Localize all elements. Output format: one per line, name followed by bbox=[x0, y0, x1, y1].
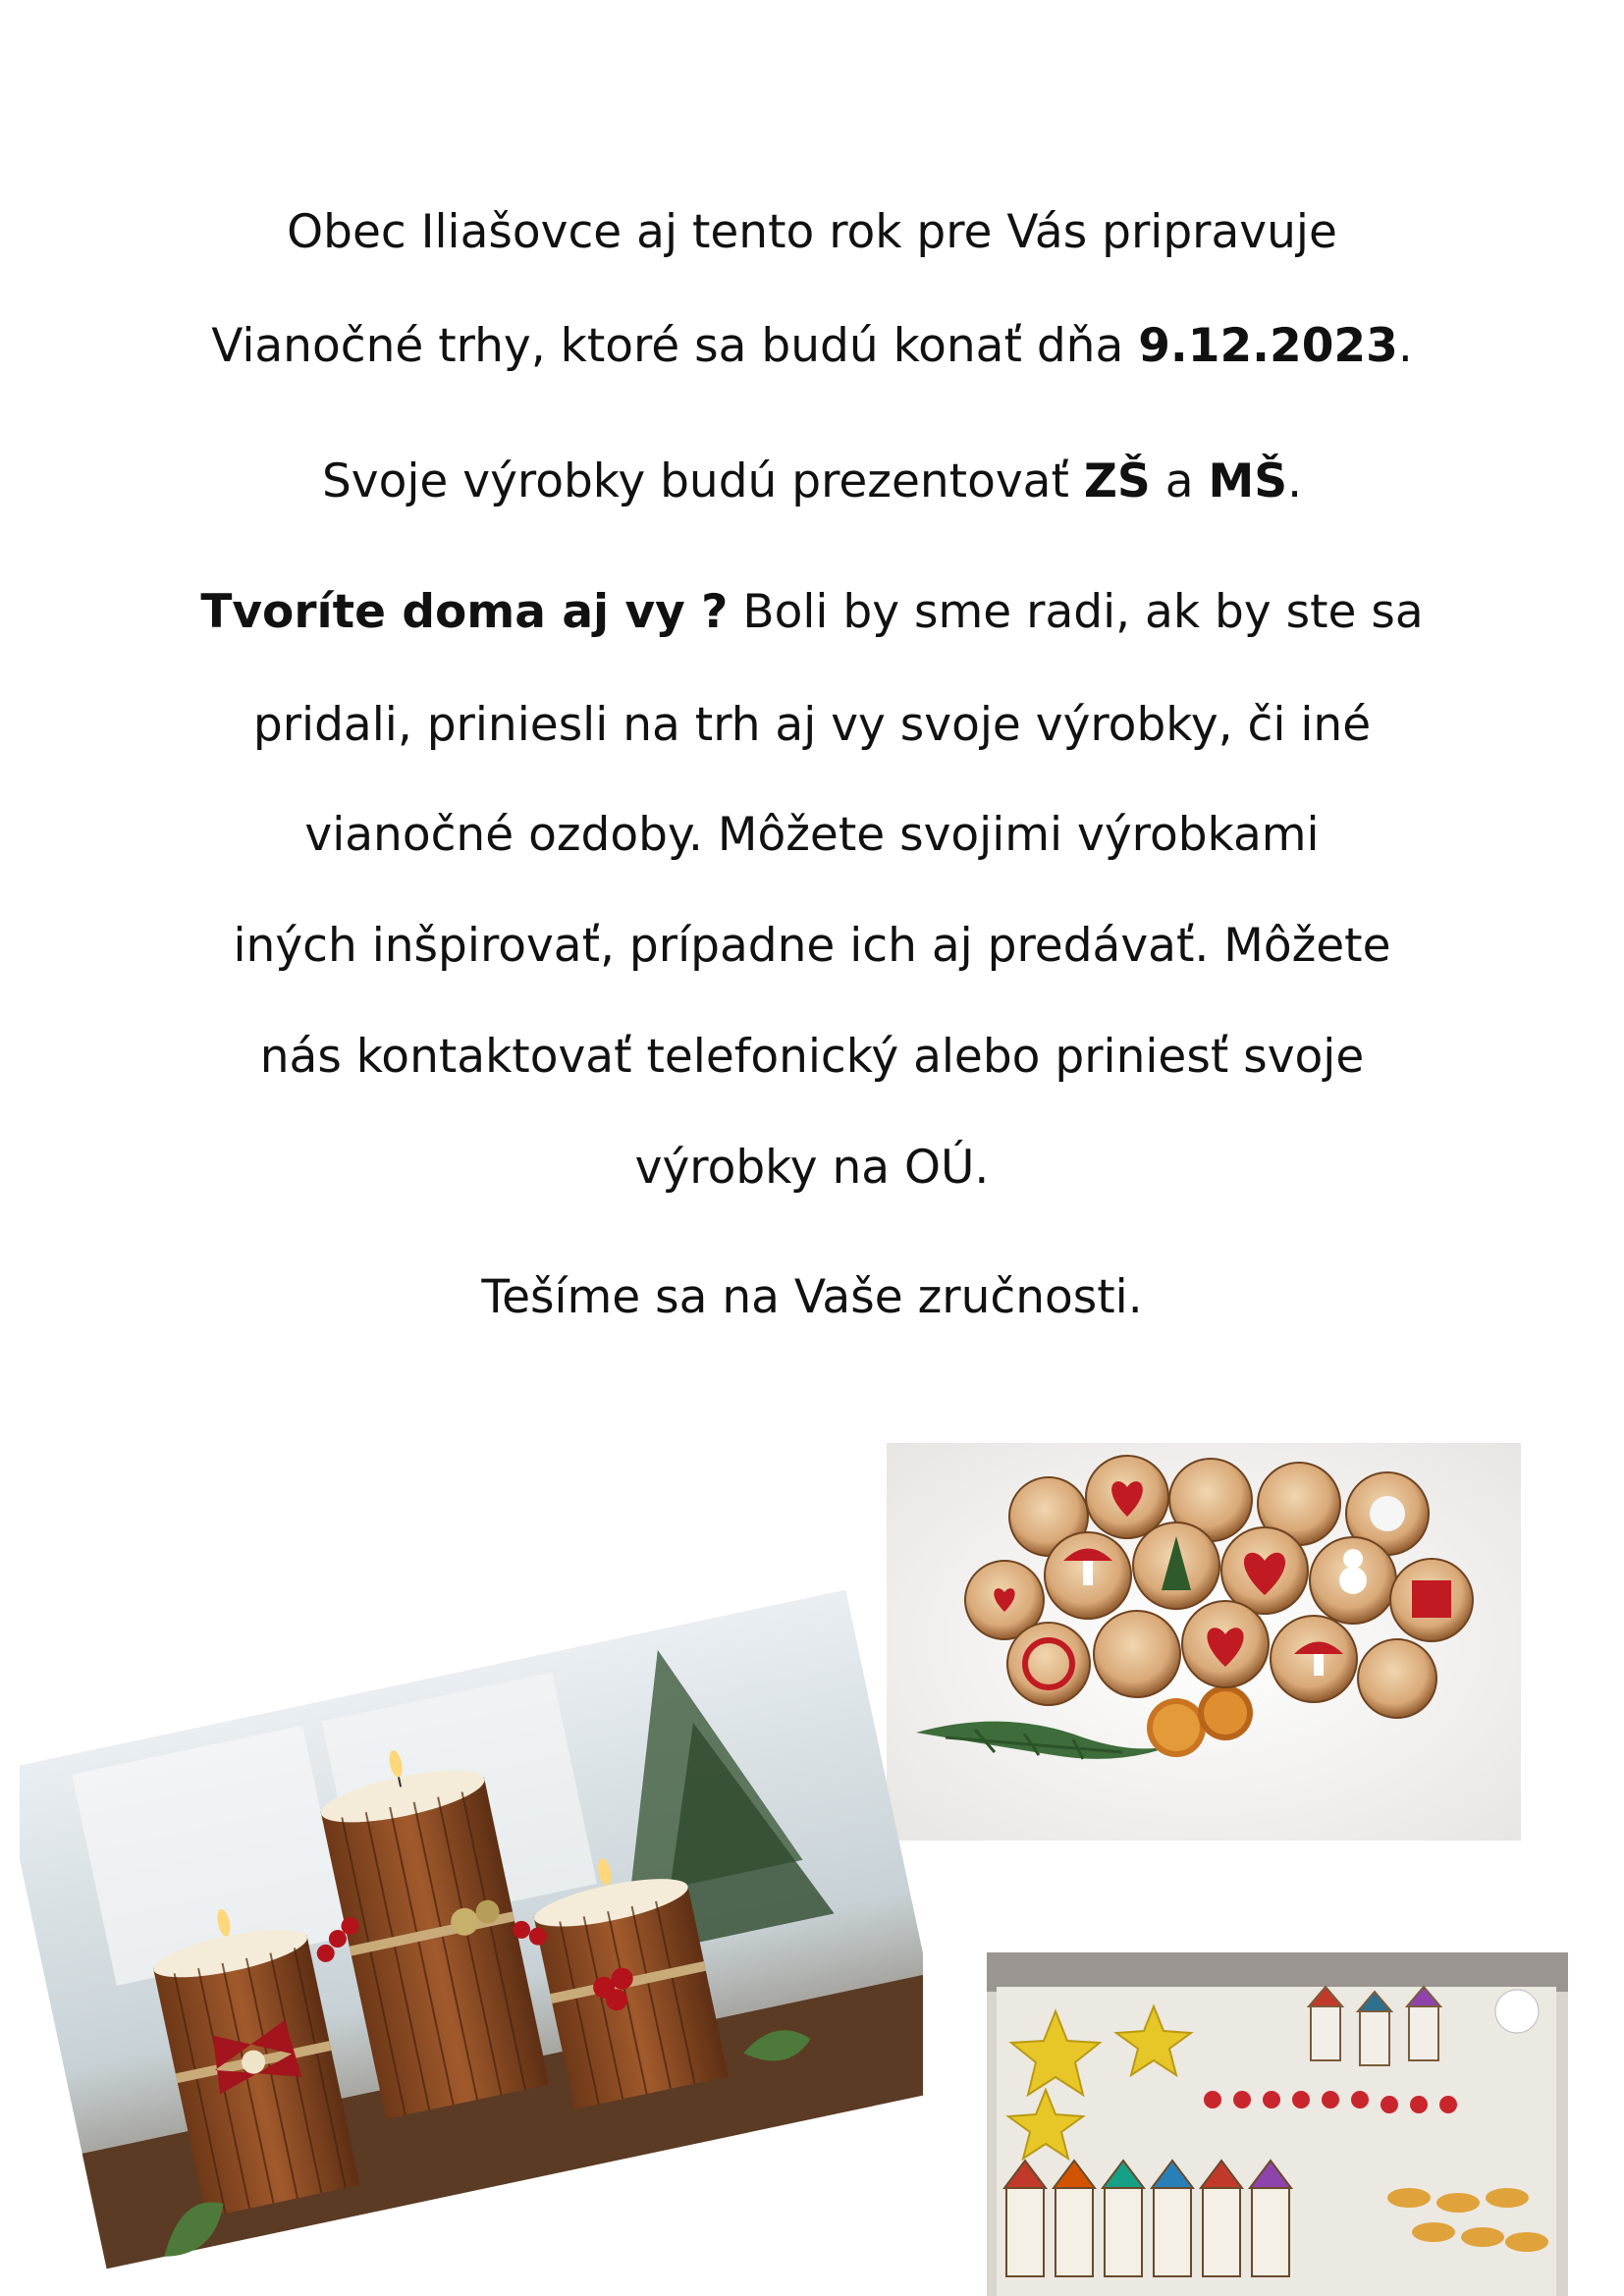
text-line-3: Svoje výrobky budú prezentovať ZŠ a MŠ. bbox=[321, 454, 1303, 508]
question-bold: Tvoríte doma aj vy ? bbox=[200, 585, 729, 639]
market-date: 9.12.2023 bbox=[1138, 319, 1398, 373]
text-line-8: nás kontaktovať telefonický alebo priniesť svoje bbox=[259, 1030, 1365, 1084]
market-table-photo bbox=[987, 1952, 1568, 2296]
wooden-ornaments-photo bbox=[887, 1443, 1521, 1841]
text-line-6: vianočné ozdoby. Môžete svojimi výrobkami bbox=[304, 808, 1320, 862]
cinnamon-candles-photo bbox=[20, 1518, 923, 2296]
text-line-4: Tvoríte doma aj vy ? Boli by sme radi, ak by ste sa bbox=[200, 585, 1424, 639]
text-line-7: iných inšpirovať, prípadne ich aj predávať. Môžete bbox=[233, 919, 1391, 973]
text-line-1: Obec Iliašovce aj tento rok pre Vás pripravuje bbox=[287, 205, 1337, 259]
text-line-2: Vianočné trhy, ktoré sa budú konať dňa 9.12.2023. bbox=[211, 319, 1413, 373]
text-line-5: pridali, priniesli na trh aj vy svoje výrobky, či iné bbox=[252, 698, 1372, 752]
text-line-9: výrobky na OÚ. bbox=[634, 1141, 990, 1195]
text-line-10: Tešíme sa na Vaše zručnosti. bbox=[481, 1270, 1143, 1324]
